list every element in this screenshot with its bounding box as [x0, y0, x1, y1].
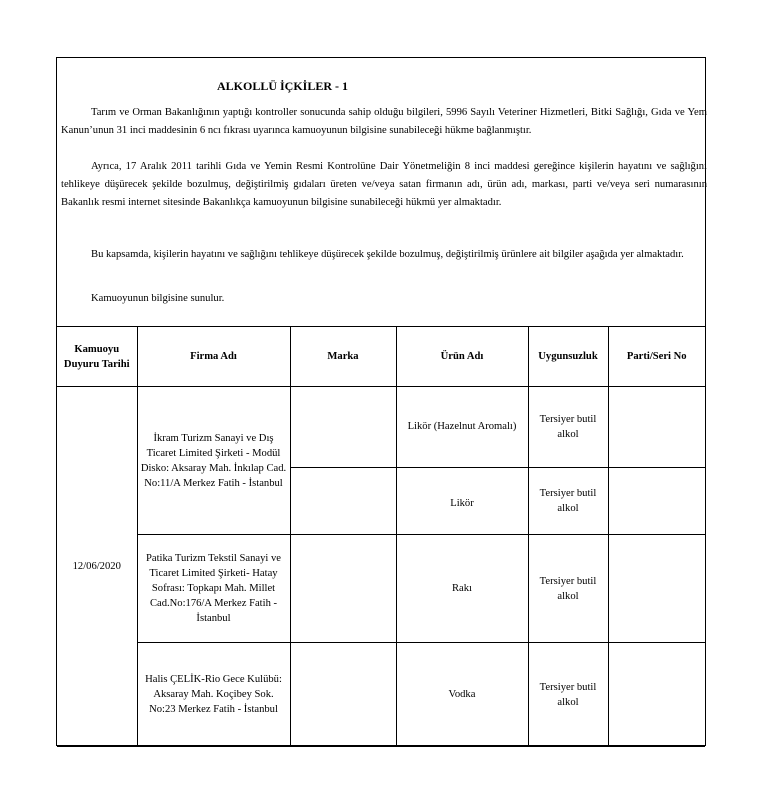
products-table	[57, 326, 705, 747]
firm-cell: Halis ÇELİK-Rio Gece Kulübü: Aksaray Mah. Koçibey Sok. No:23 Merkez Fatih - İstanbul	[137, 643, 290, 747]
paragraph-law: Tarım ve Orman Bakanlığının yaptığı kontroller sonucunda sahip olduğu bilgileri, 5996 Sayılı Veteriner Hizmetleri, Bitki Sağlığı, Gıda ve Yem Kanun’unun 31 inci maddesinin 6 ncı fıkrası uyarınca kamuoyunun bilgisine sunabileceği hükme bağlanmıştır.	[61, 107, 707, 136]
document-frame	[56, 57, 706, 746]
document-title: ALKOLLÜ İÇKİLER - 1	[217, 79, 349, 93]
issue-cell: Tersiyer butil alkol	[528, 467, 608, 534]
issue-cell: Tersiyer butil alkol	[528, 387, 608, 468]
brand-cell	[290, 467, 396, 534]
announcement-date: 12/06/2020	[57, 387, 137, 747]
issue-cell: Tersiyer butil alkol	[528, 643, 608, 747]
brand-cell	[290, 535, 396, 643]
product-cell: Rakı	[396, 535, 528, 643]
table-header-row	[57, 327, 705, 387]
firm-cell: İkram Turizm Sanayi ve Dış Ticaret Limited Şirketi - Modül Disko: Aksaray Mah. İnkılap Cad. No:11/A Merkez Fatih - İstanbul	[137, 387, 290, 535]
lot-cell	[608, 535, 705, 643]
lot-cell	[608, 643, 705, 747]
lot-cell	[608, 387, 705, 468]
lot-cell	[608, 467, 705, 534]
firm-cell: Patika Turizm Tekstil Sanayi ve Ticaret Limited Şirketi- Hatay Sofrası: Topkapı Mah. Millet Cad.No:176/A Merkez Fatih - İstanbul	[137, 535, 290, 643]
table-row	[57, 643, 705, 747]
paragraph-regulation: Ayrıca, 17 Aralık 2011 tarihli Gıda ve Yemin Resmi Kontrolüne Dair Yönetmeliğin 8 inci maddesi gereğince kişilerin hayatını ve sağlığını tehlikeye düşürecek şekilde bozulmuş, değiştirilmiş gıdaları üreten ve/veya satan firmanın adı, ürün adı, markası, parti ve/veya seri numarasının Bakanlık resmi internet sitesinde Bakanlıkça kamuoyunun bilgisine sunabileceği hükmü yer almaktadır.	[61, 161, 707, 208]
table-row	[57, 387, 705, 468]
header-brand: Marka	[290, 327, 396, 387]
product-cell: Vodka	[396, 643, 528, 747]
header-issue: Uygunsuzluk	[528, 327, 608, 387]
brand-cell	[290, 387, 396, 468]
issue-cell: Tersiyer butil alkol	[528, 535, 608, 643]
header-product: Ürün Adı	[396, 327, 528, 387]
paragraph-notice: Kamuoyunun bilgisine sunulur.	[91, 293, 225, 304]
product-cell: Likör	[396, 467, 528, 534]
product-cell: Likör (Hazelnut Aromalı)	[396, 387, 528, 468]
paragraph-scope: Bu kapsamda, kişilerin hayatını ve sağlığını tehlikeye düşürecek şekilde bozulmuş, değiştirilmiş ürünlere ait bilgiler aşağıda yer almaktadır.	[91, 249, 684, 260]
table-row	[57, 535, 705, 643]
header-date: Kamuoyu Duyuru Tarihi	[57, 327, 137, 387]
header-lot: Parti/Seri No	[608, 327, 705, 387]
header-firm: Firma Adı	[137, 327, 290, 387]
brand-cell	[290, 643, 396, 747]
